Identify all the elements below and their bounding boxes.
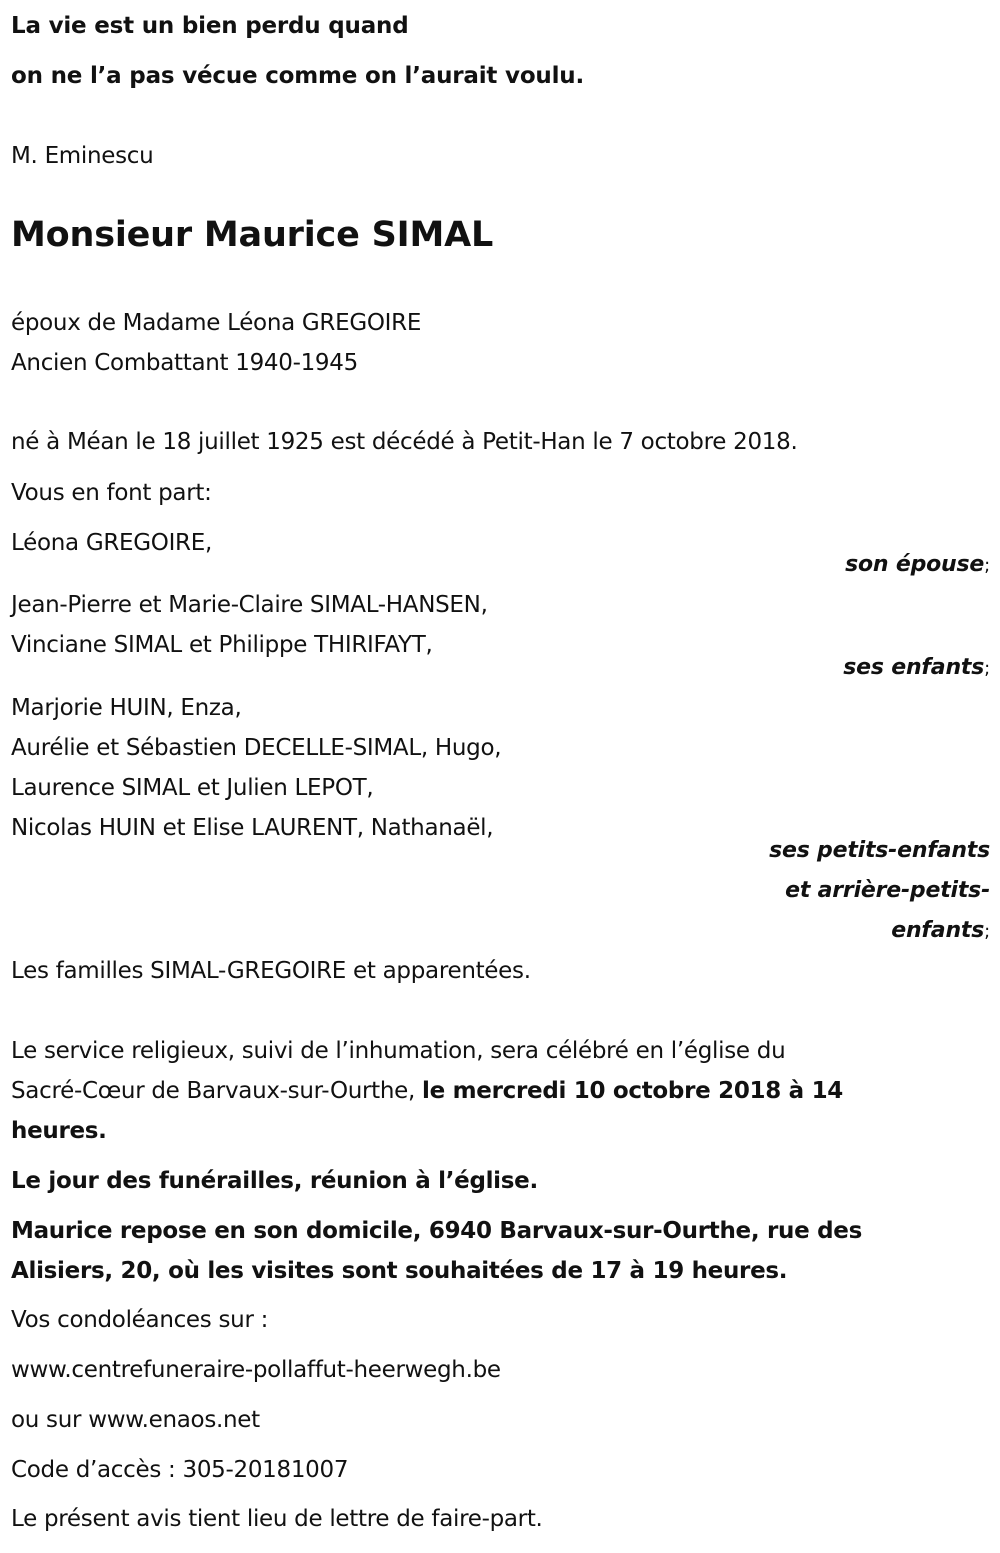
condolences-website-1-line [11,1355,501,1385]
repose-line-2: Alisiers, 20, où les visites sont souhaitées de 17 à 19 heures. [11,1258,788,1284]
relation-text: enfants [891,918,985,943]
epigraph-line-2: on ne l’a pas vécue comme on l’aurait voulu. [11,63,584,89]
closing-line: Le présent avis tient lieu de lettre de faire-part. [11,1506,543,1532]
announcer-name: Nicolas HUIN et Elise LAURENT, Nathanaël, [11,815,494,841]
relation-label-grandchildren-3 [891,916,990,947]
announcer-name: Aurélie et Sébastien DECELLE-SIMAL, Hugo, [11,735,502,761]
honor-line: Ancien Combattant 1940-1945 [11,350,358,376]
service-line-1: Le service religieux, suivi de l’inhumation, sera célébré en l’église du [11,1038,786,1064]
relation-text: ses enfants [843,655,985,680]
relation-text: son épouse [845,552,985,577]
meeting-line: Le jour des funérailles, réunion à l’église. [11,1168,538,1194]
condolences-website-2-line [11,1405,260,1435]
relation-terminator: ; [984,658,990,679]
relation-terminator: ; [984,555,990,576]
service-datetime: le mercredi 10 octobre 2018 à 14 [422,1078,843,1104]
condolences-website-1-link[interactable]: www.centrefuneraire-pollaffut-heerwegh.be [11,1357,501,1383]
announcer-name: Vinciane SIMAL et Philippe THIRIFAYT, [11,632,433,658]
service-line-2 [11,1076,843,1106]
relation-label-children [843,653,990,684]
access-code-value: 305-20181007 [182,1457,349,1483]
families-line: Les familles SIMAL-GREGOIRE et apparentées. [11,958,531,984]
announcer-name: Laurence SIMAL et Julien LEPOT, [11,775,374,801]
spouse-line: époux de Madame Léona GREGOIRE [11,310,422,336]
relation-terminator: ; [984,921,990,942]
condolences-intro: Vos condoléances sur : [11,1307,269,1333]
website-2-prefix: ou sur [11,1407,89,1433]
relation-label-spouse [845,550,990,581]
relation-label-grandchildren-2: et arrière-petits- [785,878,990,903]
announcer-name: Jean-Pierre et Marie-Claire SIMAL-HANSEN, [11,592,488,618]
announcer-name: Léona GREGOIRE, [11,530,212,556]
relation-label-grandchildren-1: ses petits-enfants [769,838,990,863]
access-code-label: Code d’accès : [11,1457,183,1483]
page-title: Monsieur Maurice SIMAL [11,215,494,255]
birth-death-line: né à Méan le 18 juillet 1925 est décédé à Petit-Han le 7 octobre 2018. [11,429,798,455]
condolences-website-2-link[interactable]: www.enaos.net [88,1407,260,1433]
access-code-line [11,1455,348,1485]
announcer-name: Marjorie HUIN, Enza, [11,695,242,721]
service-line-3: heures. [11,1118,107,1144]
announcers-intro: Vous en font part: [11,480,212,506]
epigraph-author: M. Eminescu [11,143,154,169]
repose-line-1: Maurice repose en son domicile, 6940 Barvaux-sur-Ourthe, rue des [11,1218,862,1244]
service-location: Sacré-Cœur de Barvaux-sur-Ourthe, [11,1078,423,1104]
epigraph-line-1: La vie est un bien perdu quand [11,13,409,39]
